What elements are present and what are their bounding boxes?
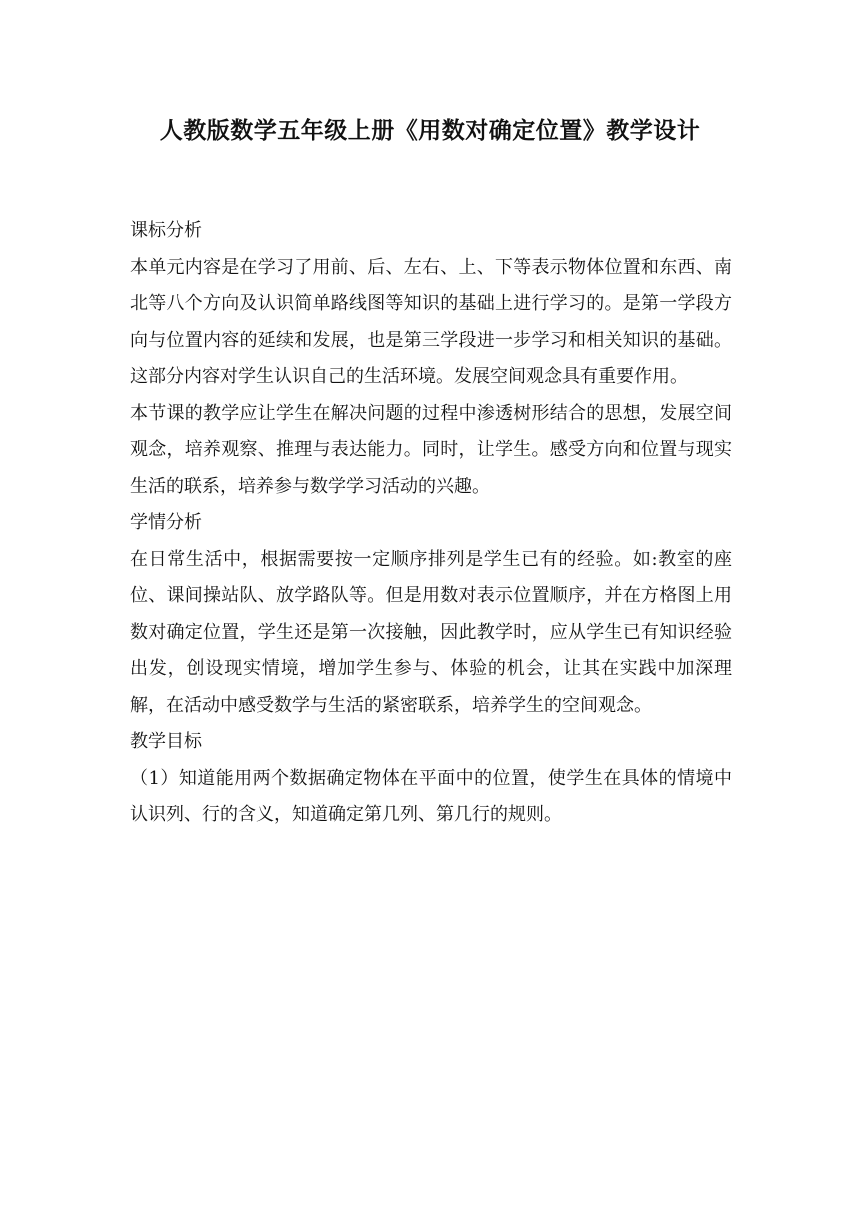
section-heading-curriculum: 课标分析 — [130, 220, 202, 241]
document-title: 人教版数学五年级上册《用数对确定位置》教学设计 — [159, 118, 701, 144]
paragraph-objectives-1: （1）知道能用两个数据确定物体在平面中的位置，使学生在具体的情境中认识列、行的含义，知道确定第几列、第几行的规则。 — [130, 767, 732, 825]
paragraph-curriculum-1: 本单元内容是在学习了用前、后、左右、上、下等表示物体位置和东西、南北等八个方向及认识简单路线图等知识的基础上进行学习的。是第一学段方向与位置内容的延续和发展，也是第三学段进一步学习和相关知识的基础。这部分内容对学生认识自己的生活环境。发展空间观念具有重要作用。 — [130, 256, 732, 387]
section-heading-students: 学情分析 — [130, 512, 202, 533]
paragraph-students-1: 在日常生活中，根据需要按一定顺序排列是学生已有的经验。如:教室的座位、课间操站队、放学路队等。但是用数对表示位置顺序，并在方格图上用数对确定位置，学生还是第一次接触，因此教学时，应从学生已有知识经验出发，创设现实情境，增加学生参与、体验的机会，让其在实践中加深理解，在活动中感受数学与生活的紧密联系，培养学生的空间观念。 — [130, 548, 732, 716]
document-body — [130, 213, 732, 834]
section-heading-objectives: 教学目标 — [130, 731, 202, 752]
paragraph-curriculum-2: 本节课的教学应让学生在解决问题的过程中渗透树形结合的思想，发展空间观念，培养观察、推理与表达能力。同时，让学生。感受方向和位置与现实生活的联系，培养参与数学学习活动的兴趣。 — [130, 402, 732, 497]
